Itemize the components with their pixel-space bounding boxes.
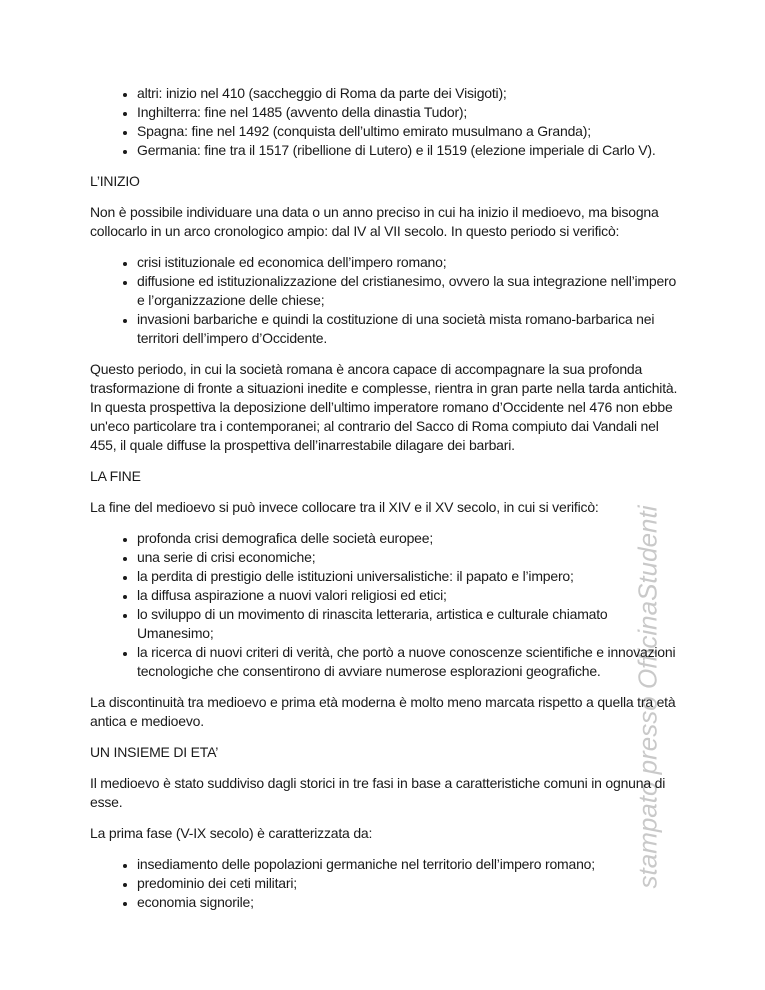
list-item: • altri: inizio nel 410 (saccheggio di Roma da parte dei Visigoti); bbox=[137, 84, 682, 103]
list-item: • la ricerca di nuovi criteri di verità, che portò a nuove conoscenze scientifiche e innovazioni tecnologiche che consentirono di avviare numerose esplorazioni geografiche. bbox=[137, 643, 682, 681]
list-item: • Spagna: fine nel 1492 (conquista dell’ultimo emirato musulmano a Granda); bbox=[137, 122, 682, 141]
list-item: • insediamento delle popolazioni germaniche nel territorio dell’impero romano; bbox=[137, 855, 682, 874]
bullet-list-period-dates bbox=[90, 84, 682, 160]
list-item: • invasioni barbariche e quindi la costituzione di una società mista romano-barbarica nei territori dell’impero d’Occidente. bbox=[137, 310, 682, 348]
list-item: • la diffusa aspirazione a nuovi valori religiosi ed etici; bbox=[137, 586, 682, 605]
list-item: • una serie di crisi economiche; bbox=[137, 548, 682, 567]
document-content bbox=[90, 84, 682, 924]
paragraph-inizio: Non è possibile individuare una data o un anno preciso in cui ha inizio il medioevo, ma bisogna collocarlo in un arco cronologico ampio: dal IV al VII secolo. In questo periodo si verificò: bbox=[90, 204, 659, 239]
paragraph-periodo: Questo periodo, in cui la società romana è ancora capace di accompagnare la sua profonda trasformazione di fronte a situazioni inedite e complesse, rientra in gran parte nella tarda antichità. In questa prospettiva la deposizione dell’ultimo imperatore romano d’Occidente nel 476 non ebbe un'eco particolare tra i contemporanei; al contrario del Sacco di Roma compiuto dai Vandali nel 455, il quale diffuse la prospettiva dell’inarrestabile dilagare dei barbari. bbox=[90, 361, 678, 453]
section-heading-insieme-di-eta: UN INSIEME DI ETA’ bbox=[90, 744, 219, 760]
list-item: • diffusione ed istituzionalizzazione del cristianesimo, ovvero la sua integrazione nell’impero e l’organizzazione delle chiese; bbox=[137, 272, 682, 310]
list-item: • lo sviluppo di un movimento di rinascita letteraria, artistica e culturale chiamato Umanesimo; bbox=[137, 605, 682, 643]
list-item: • economia signorile; bbox=[137, 893, 682, 912]
section-heading-fine: LA FINE bbox=[90, 468, 141, 484]
bullet-list-inizio bbox=[90, 253, 682, 348]
paragraph-tre-fasi: Il medioevo è stato suddiviso dagli storici in tre fasi in base a caratteristiche comuni in ognuna di esse. bbox=[90, 775, 666, 810]
list-item: • Germania: fine tra il 1517 (ribellione di Lutero) e il 1519 (elezione imperiale di Carlo V). bbox=[137, 141, 682, 160]
list-item: • profonda crisi demografica delle società europee; bbox=[137, 529, 682, 548]
list-item: • crisi istituzionale ed economica dell’impero romano; bbox=[137, 253, 682, 272]
list-item: • predominio dei ceti militari; bbox=[137, 874, 682, 893]
watermark-text: stampato presso OfficinaStudenti bbox=[632, 505, 663, 889]
paragraph-prima-fase: La prima fase (V-IX secolo) è caratterizzata da: bbox=[90, 825, 373, 841]
paragraph-fine: La fine del medioevo si può invece collocare tra il XIV e il XV secolo, in cui si verificò: bbox=[90, 499, 599, 515]
bullet-list-prima-fase bbox=[90, 855, 682, 912]
section-heading-inizio: L’INIZIO bbox=[90, 173, 140, 189]
list-item: • Inghilterra: fine nel 1485 (avvento della dinastia Tudor); bbox=[137, 103, 682, 122]
bullet-list-fine bbox=[90, 529, 682, 681]
paragraph-discontinuita: La discontinuità tra medioevo e prima età moderna è molto meno marcata rispetto a quella tra età antica e medioevo. bbox=[90, 694, 676, 729]
list-item: • la perdita di prestigio delle istituzioni universalistiche: il papato e l’impero; bbox=[137, 567, 682, 586]
